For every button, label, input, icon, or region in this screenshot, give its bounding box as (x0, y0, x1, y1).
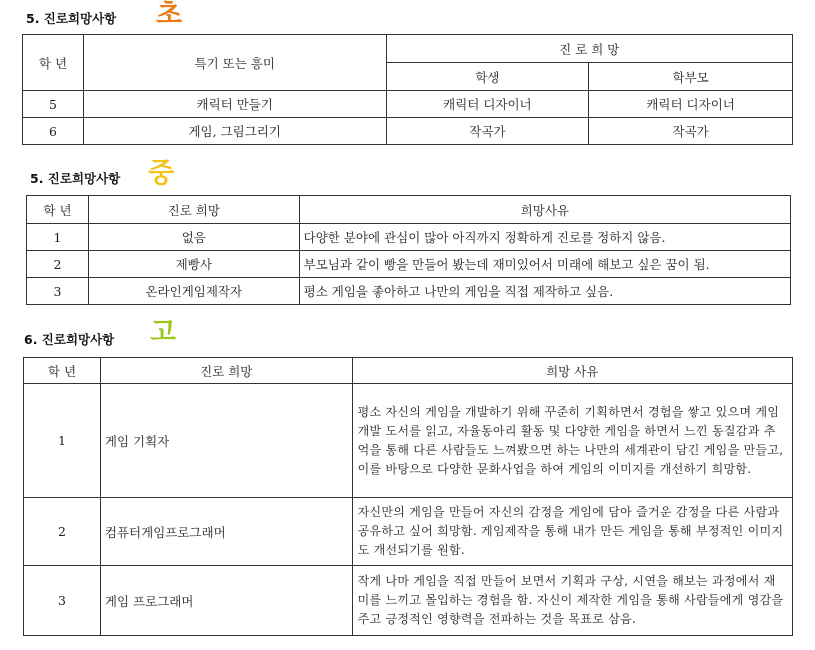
grade-cell: 6 (23, 118, 84, 145)
student-cell: 캐릭터 디자이너 (386, 91, 589, 118)
header-reason: 희망 사유 (352, 358, 792, 384)
career-cell: 컴퓨터게임프로그래머 (100, 498, 352, 566)
career-cell: 게임 프로그래머 (100, 566, 352, 636)
header-grade: 학 년 (24, 358, 101, 384)
career-cell: 게임 기획자 (100, 384, 352, 498)
parent-cell: 작곡가 (589, 118, 793, 145)
grade-cell: 5 (23, 91, 84, 118)
table-row (27, 278, 791, 305)
elem-section-title: 5. 진로희망사항 (26, 11, 117, 26)
reason-cell: 평소 자신의 게임을 개발하기 위해 꾸준히 기획하면서 경험을 쌓고 있으며 게임 개발 도서를 읽고, 자율동아리 활동 및 다양한 게임을 하면서 느낀 동질감과 추억을 통해 다른 사람들도 느껴봤으면 하는 나만의 세계관이 담긴 게임을 만들고, 이를 바탕으로 다양한 문화사업을 하여 게임의 이미지를 개선하기 희망함. (352, 384, 792, 498)
reason-cell: 다양한 분야에 관심이 많아 아직까지 정확하게 진로를 정하지 않음. (299, 224, 790, 251)
reason-cell: 평소 게임을 좋아하고 나만의 게임을 직접 제작하고 싶음. (299, 278, 790, 305)
parent-cell: 캐릭터 디자이너 (589, 91, 793, 118)
career-cell: 없음 (88, 224, 299, 251)
grade-cell: 3 (27, 278, 89, 305)
reason-cell: 작게 나마 게임을 직접 만들어 보면서 기획과 구상, 시연을 해보는 과정에서 재미를 느끼고 몰입하는 경험을 함. 자신이 제작한 게임을 통해 사람들에게 영감을 주고 긍정적인 영향력을 전파하는 것을 목표로 삼음. (352, 566, 792, 636)
grade-cell: 1 (27, 224, 89, 251)
header-hobby: 특기 또는 흥미 (83, 35, 386, 91)
header-reason: 희망사유 (299, 196, 790, 224)
high-section-title: 6. 진로희망사항 (24, 332, 115, 347)
header-career: 진로 희망 (100, 358, 352, 384)
table-row (24, 384, 793, 498)
student-cell: 작곡가 (386, 118, 589, 145)
career-cell: 제빵사 (88, 251, 299, 278)
middle-career-table (26, 195, 791, 305)
header-parent: 학부모 (589, 63, 793, 91)
elem-career-table (22, 34, 793, 145)
header-career: 진로 희망 (88, 196, 299, 224)
reason-cell: 자신만의 게임을 만들어 자신의 감정을 게임에 담아 즐거운 감정을 다른 사람과 공유하고 싶어 희망함. 게임제작을 통해 내가 만든 게임을 통해 부정적인 이미지도 개선되기를 원함. (352, 498, 792, 566)
hobby-cell: 게임, 그림그리기 (83, 118, 386, 145)
header-grade: 학 년 (27, 196, 89, 224)
hobby-cell: 캐릭터 만들기 (83, 91, 386, 118)
table-row (24, 566, 793, 636)
grade-cell: 2 (24, 498, 101, 566)
middle-school-mark: 중 (148, 158, 175, 189)
elem-school-mark: 초 (156, 0, 183, 30)
grade-cell: 3 (24, 566, 101, 636)
table-row (27, 224, 791, 251)
table-row (27, 251, 791, 278)
table-row (23, 91, 793, 118)
table-row (24, 498, 793, 566)
middle-section-title: 5. 진로희망사항 (30, 171, 121, 186)
career-cell: 온라인게임제작자 (88, 278, 299, 305)
high-school-mark: 고 (150, 317, 177, 348)
header-grade: 학 년 (23, 35, 84, 91)
grade-cell: 2 (27, 251, 89, 278)
header-career: 진 로 희 망 (386, 35, 792, 63)
table-row (23, 118, 793, 145)
reason-cell: 부모님과 같이 빵을 만들어 봤는데 재미있어서 미래에 해보고 싶은 꿈이 됨. (299, 251, 790, 278)
grade-cell: 1 (24, 384, 101, 498)
high-career-table (23, 357, 793, 636)
header-student: 학생 (386, 63, 589, 91)
